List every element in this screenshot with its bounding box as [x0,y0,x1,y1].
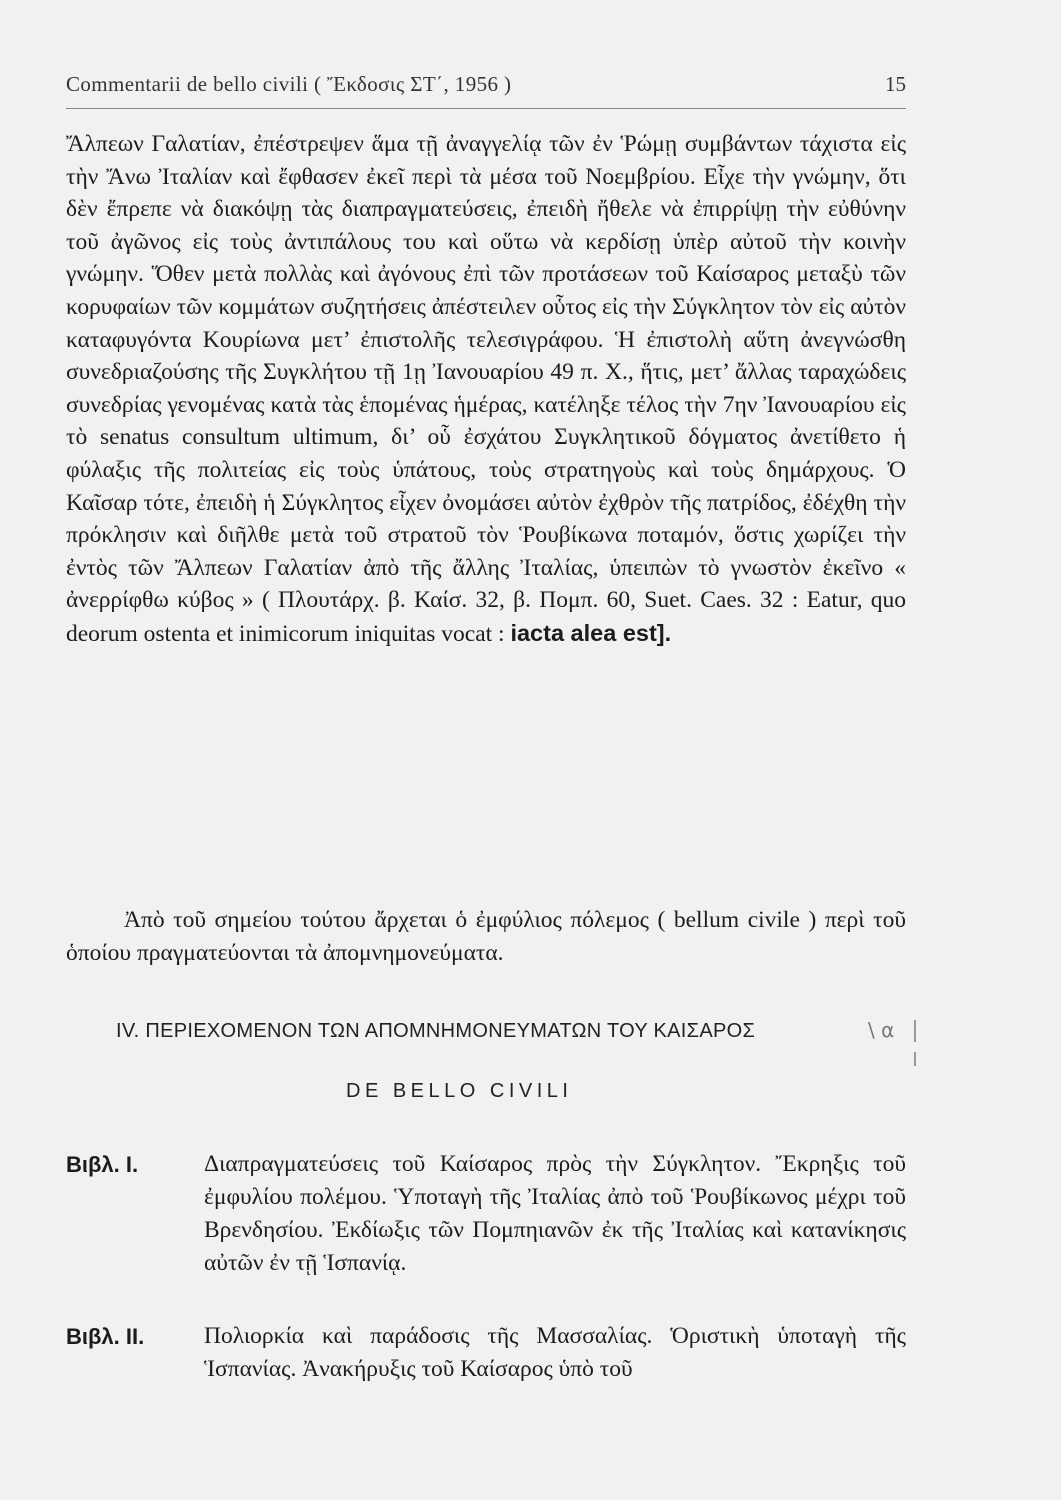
section-title: IV. ΠΕΡΙΕΧΟΜΕΝΟΝ ΤΩΝ ΑΠΟΜΝΗΜΟΝΕΥΜΑΤΩΝ ΤΟΥ ΚΑΙΣΑΡΟΣ [116,1020,756,1042]
page-number: 15 [885,72,906,96]
handwritten-margin-mark: \ α [868,1018,895,1042]
running-header [66,72,906,106]
paragraph-civil-war-text: Ἀπὸ τοῦ σημείου τούτου ἄρχεται ὁ ἐμφύλιος πόλεμος ( bellum civile ) περὶ τοῦ ὁποίου πραγματεύονται τὰ ἀπομνημονεύματα. [66,907,906,966]
edge-mark [914,1052,916,1066]
book-label: Βιβλ. II. [66,1324,145,1349]
paragraph-main [66,128,906,651]
header-rule [66,108,906,109]
edge-mark [914,1020,916,1042]
book-summary: Πολιορκία καὶ παράδοσις τῆς Μασσαλίας. Ὁριστικὴ ὑποταγὴ τῆς Ἱσπανίας. Ἀνακήρυξις τοῦ Καίσαρος ὑπὸ τοῦ [204,1323,906,1382]
latin-emphasis: iacta alea est]. [510,619,672,646]
book-summary: Διαπραγματεύσεις τοῦ Καίσαρος πρὸς τὴν Σύγκλητον. Ἔκρηξις τοῦ ἐμφυλίου πολέμου. Ὑποταγὴ τῆς Ἰταλίας ἀπὸ τοῦ Ῥουβίκωνος μέχρι τοῦ Βρενδησίου. Ἐκδίωξις τῶν Πομπηιανῶν ἐκ τῆς Ἰταλίας καὶ κατανίκησις αὐτῶν ἐν τῇ Ἱσπανίᾳ. [204,1151,906,1276]
paragraph-civil-war [66,904,906,970]
section-subtitle: DE BELLO CIVILI [346,1080,573,1102]
book-label: Βιβλ. I. [66,1152,139,1177]
running-title: Commentarii de bello civili ( Ἔκδοσις ΣΤ΄, 1956 ) [66,72,512,96]
paragraph-main-part1: Ἄλπεων Γαλατίαν, ἐπέστρεψεν ἅμα τῇ ἀναγγελίᾳ τῶν ἐν Ῥώμῃ συμβάντων τάχιστα εἰς τὴν Ἄνω Ἰταλίαν καὶ ἔφθασεν ἐκεῖ περὶ τὰ μέσα τοῦ Νοεμβρίου. Εἶχε τὴν γνώμην, ὅτι δὲν ἔπρεπε νὰ διακόψῃ τὰς διαπραγματεύσεις, ἐπειδὴ ἤθελε νὰ ἐπιρρίψῃ τὴν εὐθύνην τοῦ ἀγῶνος εἰς τοὺς ἀντιπάλους του καὶ οὕτω νὰ κερδίσῃ ὑπὲρ αὐτοῦ τὴν κοινὴν γνώμην. Ὅθεν μετὰ πολλὰς καὶ ἀγόνους ἐπὶ τῶν προτάσεων τοῦ Καίσαρος μεταξὺ τῶν κορυφαίων τῶν κομμάτων συζητήσεις ἀπέστειλεν οὗτος εἰς τὴν Σύγκλητον τὸν εἰς αὐτὸν καταφυγόντα Κουρίωνα μετ’ ἐπιστολῆς τελεσιγράφου. Ἡ ἐπιστολὴ αὕτη ἀνεγνώσθη συνεδριαζούσης τῆς Συγκλήτου τῇ 1ῃ Ἰανουαρίου 49 π. Χ., ἥτις, μετ’ ἄλλας ταραχώδεις συνεδρίας γενομένας κατὰ τὰς ἑπομένας ἡμέρας, κατέληξε τέλος τὴν 7ην Ἰανουαρίου εἰς τὸ senatus consultum ultimum, δι’ οὗ ἐσχάτου Συγκλητικοῦ δόγματος ἀνετίθετο ἡ φύλαξις τῆς πολιτείας εἰς τοὺς ὑπάτους, τοὺς στρατηγοὺς καὶ τοὺς δημάρχους. Ὁ Καῖσαρ τότε, ἐπειδὴ ἡ Σύγκλητος εἶχεν ὀνομάσει αὐτὸν ἐχθρὸν τῆς πατρίδος, ἐδέχθη τὴν πρόκλησιν καὶ διῆλθε μετὰ τοῦ στρατοῦ τὸν Ῥουβίκωνα ποταμόν, ὅστις χωρίζει τὴν ἐντὸς τῶν Ἄλπεων Γαλατίαν ἀπὸ τῆς ἄλλης Ἰταλίας, ὑπειπὼν τὸ γνωστὸν ἐκεῖνο « ἀνερρίφθω κύβος » ( Πλουτάρχ. β. Καίσ. 32, β. Πομπ. 60, Suet. Caes. 32 : Eatur, quo deorum ostenta et inimicorum iniquitas vocat : [66,131,906,647]
paragraph-main-text [66,128,906,651]
